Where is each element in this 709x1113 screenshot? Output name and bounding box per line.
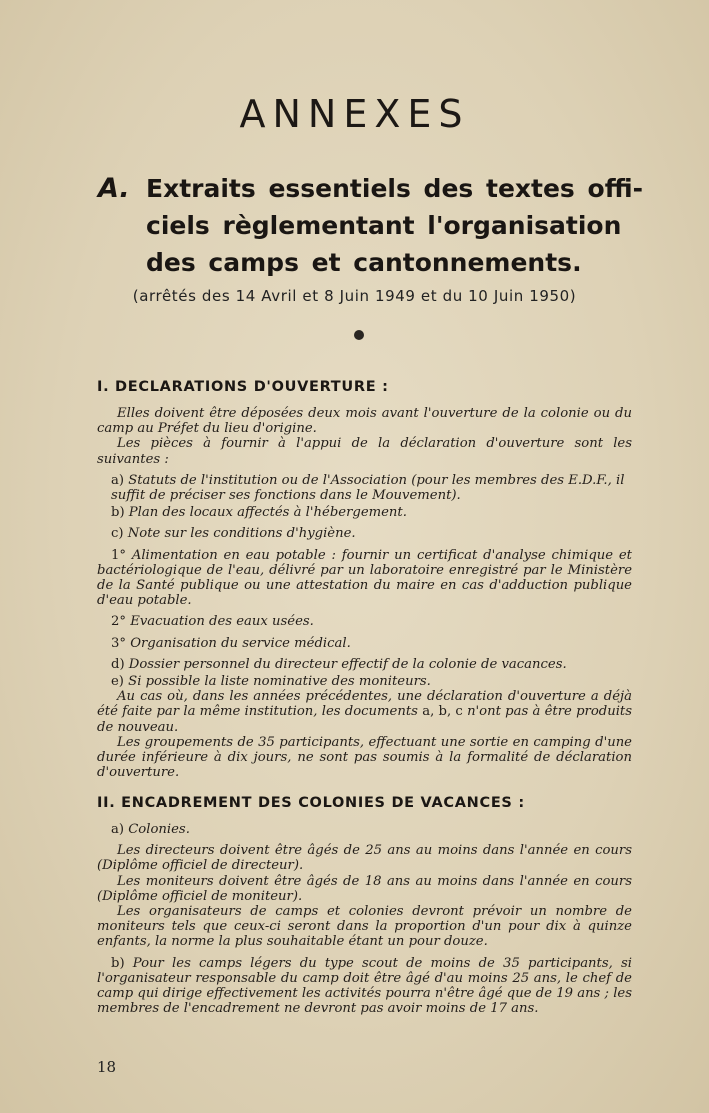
list-label: 1° bbox=[111, 547, 126, 563]
paragraph: Les directeurs doivent être âgés de 25 ans au moins dans l'année en cours (Diplôme officiel de directeur). bbox=[97, 843, 632, 874]
list-label: c) bbox=[111, 526, 124, 542]
paragraph-text: Au cas où, dans les années précédentes, une déclaration d'ouverture a déjà été faite par la même institution, les documents bbox=[97, 689, 632, 720]
list-item bbox=[97, 473, 632, 503]
section-a-title-line: des camps et cantonnements. bbox=[146, 248, 582, 277]
list-label: b) bbox=[111, 955, 125, 971]
list-item bbox=[97, 614, 632, 629]
bullet-ornament bbox=[354, 330, 364, 340]
page-title: ANNEXES bbox=[239, 92, 470, 136]
list-label: 2° bbox=[111, 614, 126, 630]
list-label: 3° bbox=[111, 635, 126, 651]
paragraph bbox=[97, 689, 632, 735]
list-item bbox=[97, 956, 632, 1017]
list-text: Evacuation des eaux usées. bbox=[130, 614, 314, 630]
section-a-title-line: ciels règlementant l'organisation bbox=[146, 211, 622, 240]
list-label: a) bbox=[111, 472, 125, 488]
list-text: Organisation du service médical. bbox=[130, 635, 351, 651]
section-2-body bbox=[97, 822, 632, 1016]
list-text: Plan des locaux affectés à l'hébergement. bbox=[128, 505, 407, 521]
list-text: Alimentation en eau potable : fournir un certificat d'analyse chimique et bactériologique de l'eau, délivré par un laboratoire enregistré par le Ministère de la Santé publique ou une attestation du maire en cas d'adduction publique d'eau potable. bbox=[97, 547, 632, 609]
section-a-title-line: Extraits essentiels des textes offi- bbox=[146, 174, 643, 203]
section-a-subtitle: (arrêtés des 14 Avril et 8 Juin 1949 et du 10 Juin 1950) bbox=[132, 287, 577, 305]
list-item bbox=[97, 548, 632, 609]
section-1-heading: I. DECLARATIONS D'OUVERTURE : bbox=[97, 379, 389, 395]
list-label: d) bbox=[111, 656, 125, 672]
list-item bbox=[97, 822, 632, 837]
section-2-heading: II. ENCADREMENT DES COLONIES DE VACANCES : bbox=[97, 795, 525, 811]
list-text: Colonies. bbox=[128, 822, 190, 837]
list-text: Pour les camps légers du type scout de moins de 35 participants, si l'organisateur responsable du camp doit être âgé d'au moins 25 ans, le chef de camp qui dirige effectivement les activités pourra n'être âgé que de 19 ans ; les membres de l'encadrement ne devront pas avoir moins de 17 ans. bbox=[97, 955, 632, 1017]
list-label: a) bbox=[111, 822, 125, 837]
list-label: b) bbox=[111, 505, 125, 521]
list-text: Note sur les conditions d'hygiène. bbox=[127, 526, 356, 542]
section-1-body bbox=[97, 406, 632, 780]
list-text: Si possible la liste nominative des moniteurs. bbox=[128, 674, 431, 690]
list-text: Dossier personnel du directeur effectif de la colonie de vacances. bbox=[128, 656, 567, 672]
page-number: 18 bbox=[97, 1058, 117, 1076]
section-a-letter: A. bbox=[98, 173, 130, 204]
list-item bbox=[97, 505, 632, 520]
list-item bbox=[97, 636, 632, 651]
paragraph: Elles doivent être déposées deux mois avant l'ouverture de la colonie ou du camp au Préfet du lieu d'origine. bbox=[97, 406, 632, 437]
paragraph: Les moniteurs doivent être âgés de 18 ans au moins dans l'année en cours (Diplôme officiel de moniteur). bbox=[97, 873, 632, 904]
list-label: e) bbox=[111, 674, 124, 690]
paragraph: Les groupements de 35 participants, effectuant une sortie en camping d'une durée inférieure à dix jours, ne sont pas soumis à la formalité de déclaration d'ouverture. bbox=[97, 734, 632, 781]
section-a-title bbox=[98, 170, 658, 281]
list-item bbox=[97, 657, 632, 672]
list-item bbox=[97, 674, 632, 689]
paragraph: Les organisateurs de camps et colonies devront prévoir un nombre de moniteurs tels que ceux-ci seront dans la proportion d'un pour dix à quinze enfants, la norme la plus souhaitable étant un pour douze. bbox=[97, 904, 632, 950]
list-text: Statuts de l'institution ou de l'Association (pour les membres des E.D.F., il suffit de préciser ses fonctions dans le Mouvement). bbox=[111, 472, 625, 504]
document-letters: a, b, c bbox=[422, 704, 463, 720]
paragraph-text: n'ont pas à être produits de nouveau. bbox=[97, 704, 632, 735]
list-item bbox=[97, 526, 632, 541]
paragraph: Les pièces à fournir à l'appui de la déclaration d'ouverture sont les suivantes : bbox=[97, 436, 632, 467]
